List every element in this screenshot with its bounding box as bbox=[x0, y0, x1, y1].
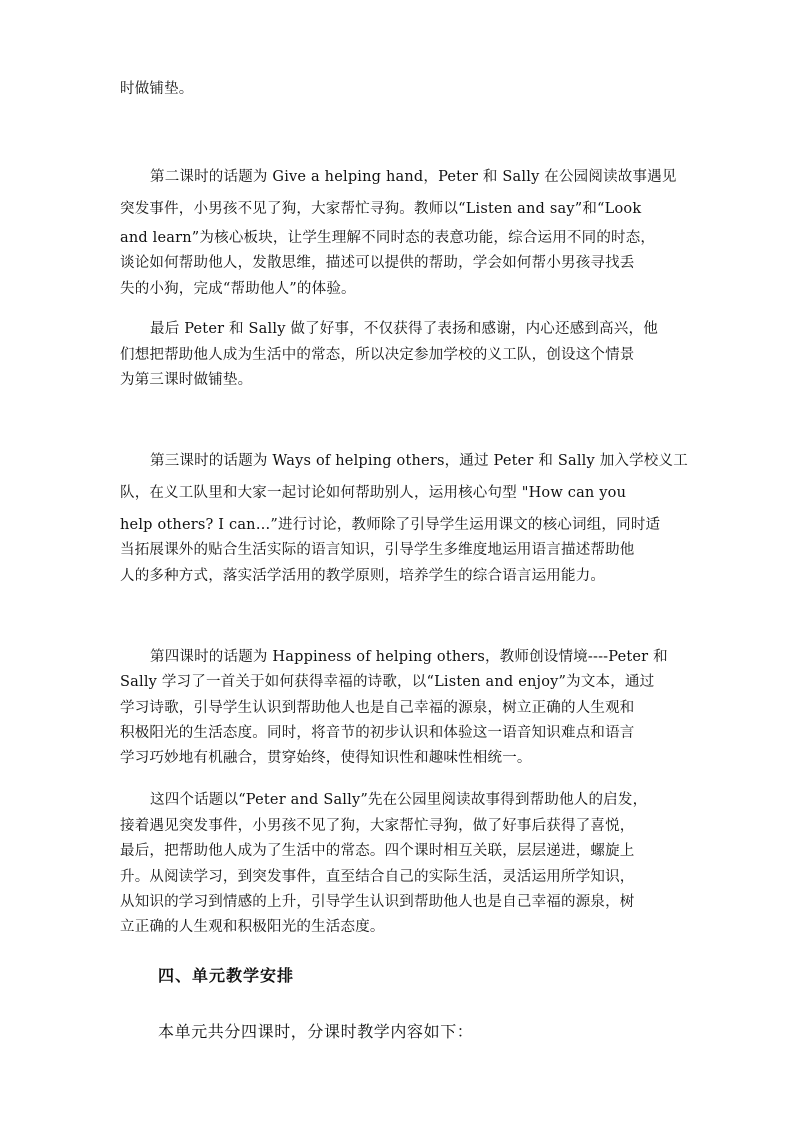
paragraph-line: 当拓展课外的贴合生活实际的语言知识，引导学生多维度地运用语言描述帮助他 bbox=[120, 542, 635, 558]
paragraph-line: 突发事件，小男孩不见了狗，大家帮忙寻狗。教师以“Listen and say”和“Look bbox=[120, 201, 642, 217]
paragraph-line: and learn”为核心板块，让学生理解不同时态的表意功能，综合运用不同的时态， bbox=[120, 230, 656, 246]
paragraph-line: 人的多种方式，落实活学活用的教学原则，培养学生的综合语言运用能力。 bbox=[120, 568, 606, 584]
section-heading: 四、单元教学安排 bbox=[158, 966, 295, 985]
paragraph-line: 升。从阅读学习，到突发事件，直至结合自己的实际生活，灵活运用所学知识， bbox=[120, 869, 635, 885]
paragraph-line: 这四个话题以“Peter and Sally”先在公园里阅读故事得到帮助他人的启发， bbox=[150, 792, 648, 808]
paragraph-line: 最后，把帮助他人成为了生活中的常态。四个课时相互关联，层层递进，螺旋上 bbox=[120, 843, 635, 859]
paragraph-line: 第三课时的话题为 Ways of helping others，通过 Peter 和 Sally 加入学校义工 bbox=[150, 453, 688, 469]
paragraph-line: 谈论如何帮助他人，发散思维，描述可以提供的帮助，学会如何帮小男孩寻找丢 bbox=[120, 255, 635, 271]
section-intro: 本单元共分四课时，分课时教学内容如下： bbox=[158, 1022, 474, 1041]
paragraph-line: 最后 Peter 和 Sally 做了好事，不仅获得了表扬和感谢，内心还感到高兴，他 bbox=[150, 321, 658, 337]
paragraph-line: 学习巧妙地有机融合，贯穿始终，使得知识性和趣味性相统一。 bbox=[120, 750, 532, 766]
paragraph-line: 失的小狗，完成“帮助他人”的体验。 bbox=[120, 281, 356, 297]
paragraph-line: 为第三课时做铺垫。 bbox=[120, 372, 253, 388]
paragraph-line: 从知识的学习到情感的上升，引导学生认识到帮助他人也是自己幸福的源泉，树 bbox=[120, 894, 635, 910]
paragraph-line: 学习诗歌，引导学生认识到帮助他人也是自己幸福的源泉，树立正确的人生观和 bbox=[120, 700, 635, 716]
paragraph-line: 时做铺垫。 bbox=[120, 81, 194, 97]
paragraph-line: Sally 学习了一首关于如何获得幸福的诗歌，以“Listen and enjoy”为文本，通过 bbox=[120, 674, 655, 690]
paragraph-line: 第四课时的话题为 Happiness of helping others，教师创设情境----Peter 和 bbox=[150, 649, 668, 665]
paragraph-line: 接着遇见突发事件，小男孩不见了狗，大家帮忙寻狗，做了好事后获得了喜悦， bbox=[120, 818, 635, 834]
paragraph-line: 第二课时的话题为 Give a helping hand，Peter 和 Sally 在公园阅读故事遇见 bbox=[150, 169, 677, 185]
paragraph-line: 积极阳光的生活态度。同时，将音节的初步认识和体验这一语音知识难点和语言 bbox=[120, 725, 635, 741]
paragraph-line: help others? I can…”进行讨论，教师除了引导学生运用课文的核心词组，同时适 bbox=[120, 517, 661, 533]
paragraph-line: 队，在义工队里和大家一起讨论如何帮助别人，运用核心句型 "How can you bbox=[120, 485, 627, 501]
paragraph-line: 们想把帮助他人成为生活中的常态，所以决定参加学校的义工队，创设这个情景 bbox=[120, 347, 635, 363]
paragraph-line: 立正确的人生观和积极阳光的生活态度。 bbox=[120, 919, 385, 935]
